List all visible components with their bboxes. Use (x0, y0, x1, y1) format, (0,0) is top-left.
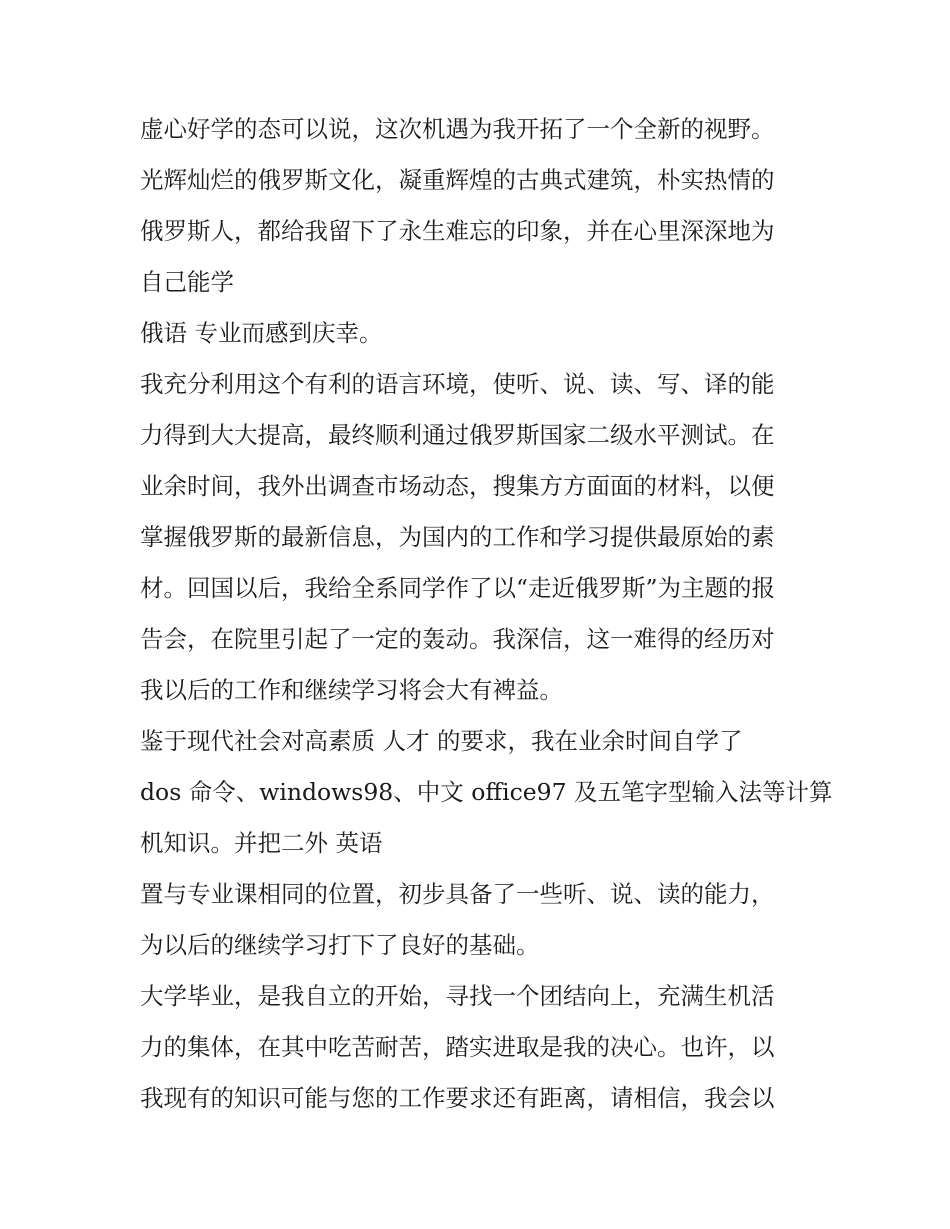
text-line: 力得到大大提高，最终顺利通过俄罗斯国家二级水平测试。在 (140, 421, 775, 449)
text-line: 俄罗斯人，都给我留下了永生难忘的印象，并在心里深深地为 (140, 217, 775, 245)
text-line: 虚心好学的态可以说，这次机遇为我开拓了一个全新的视野。 (140, 115, 775, 143)
text-line: 材。回国以后，我给全系同学作了以“走近俄罗斯”为主题的报 (140, 574, 776, 602)
text-line: 业余时间，我外出调查市场动态，搜集方方面面的材料，以便 (140, 472, 775, 500)
text-line: dos 命令、windows98、中文 office97 及五笔字型输入法等计算 (140, 778, 833, 806)
text-line: 掌握俄罗斯的最新信息，为国内的工作和学习提供最原始的素 (140, 523, 775, 551)
document-body (140, 104, 833, 1124)
text-line: 机知识。并把二外 英语 (140, 829, 383, 857)
text-line: 我以后的工作和继续学习将会大有裨益。 (140, 676, 563, 704)
text-line: 光辉灿烂的俄罗斯文化，凝重辉煌的古典式建筑，朴实热情的 (140, 166, 775, 194)
text-line: 告会，在院里引起了一定的轰动。我深信，这一难得的经历对 (140, 625, 775, 653)
text-line: 我现有的知识可能与您的工作要求还有距离，请相信，我会以 (140, 1084, 775, 1112)
text-line: 力的集体，在其中吃苦耐苦，踏实进取是我的决心。也许，以 (140, 1033, 775, 1061)
text-line: 我充分利用这个有利的语言环境，使听、说、读、写、译的能 (140, 370, 775, 398)
text-line: 自己能学 (140, 268, 234, 296)
text-line: 为以后的继续学习打下了良好的基础。 (140, 931, 540, 959)
text-line: 置与专业课相同的位置，初步具备了一些听、说、读的能力， (140, 880, 775, 908)
text-line: 大学毕业，是我自立的开始，寻找一个团结向上，充满生机活 (140, 982, 775, 1010)
text-line: 鉴于现代社会对高素质 人才 的要求，我在业余时间自学了 (140, 727, 743, 755)
text-line: 俄语 专业而感到庆幸。 (140, 319, 383, 347)
